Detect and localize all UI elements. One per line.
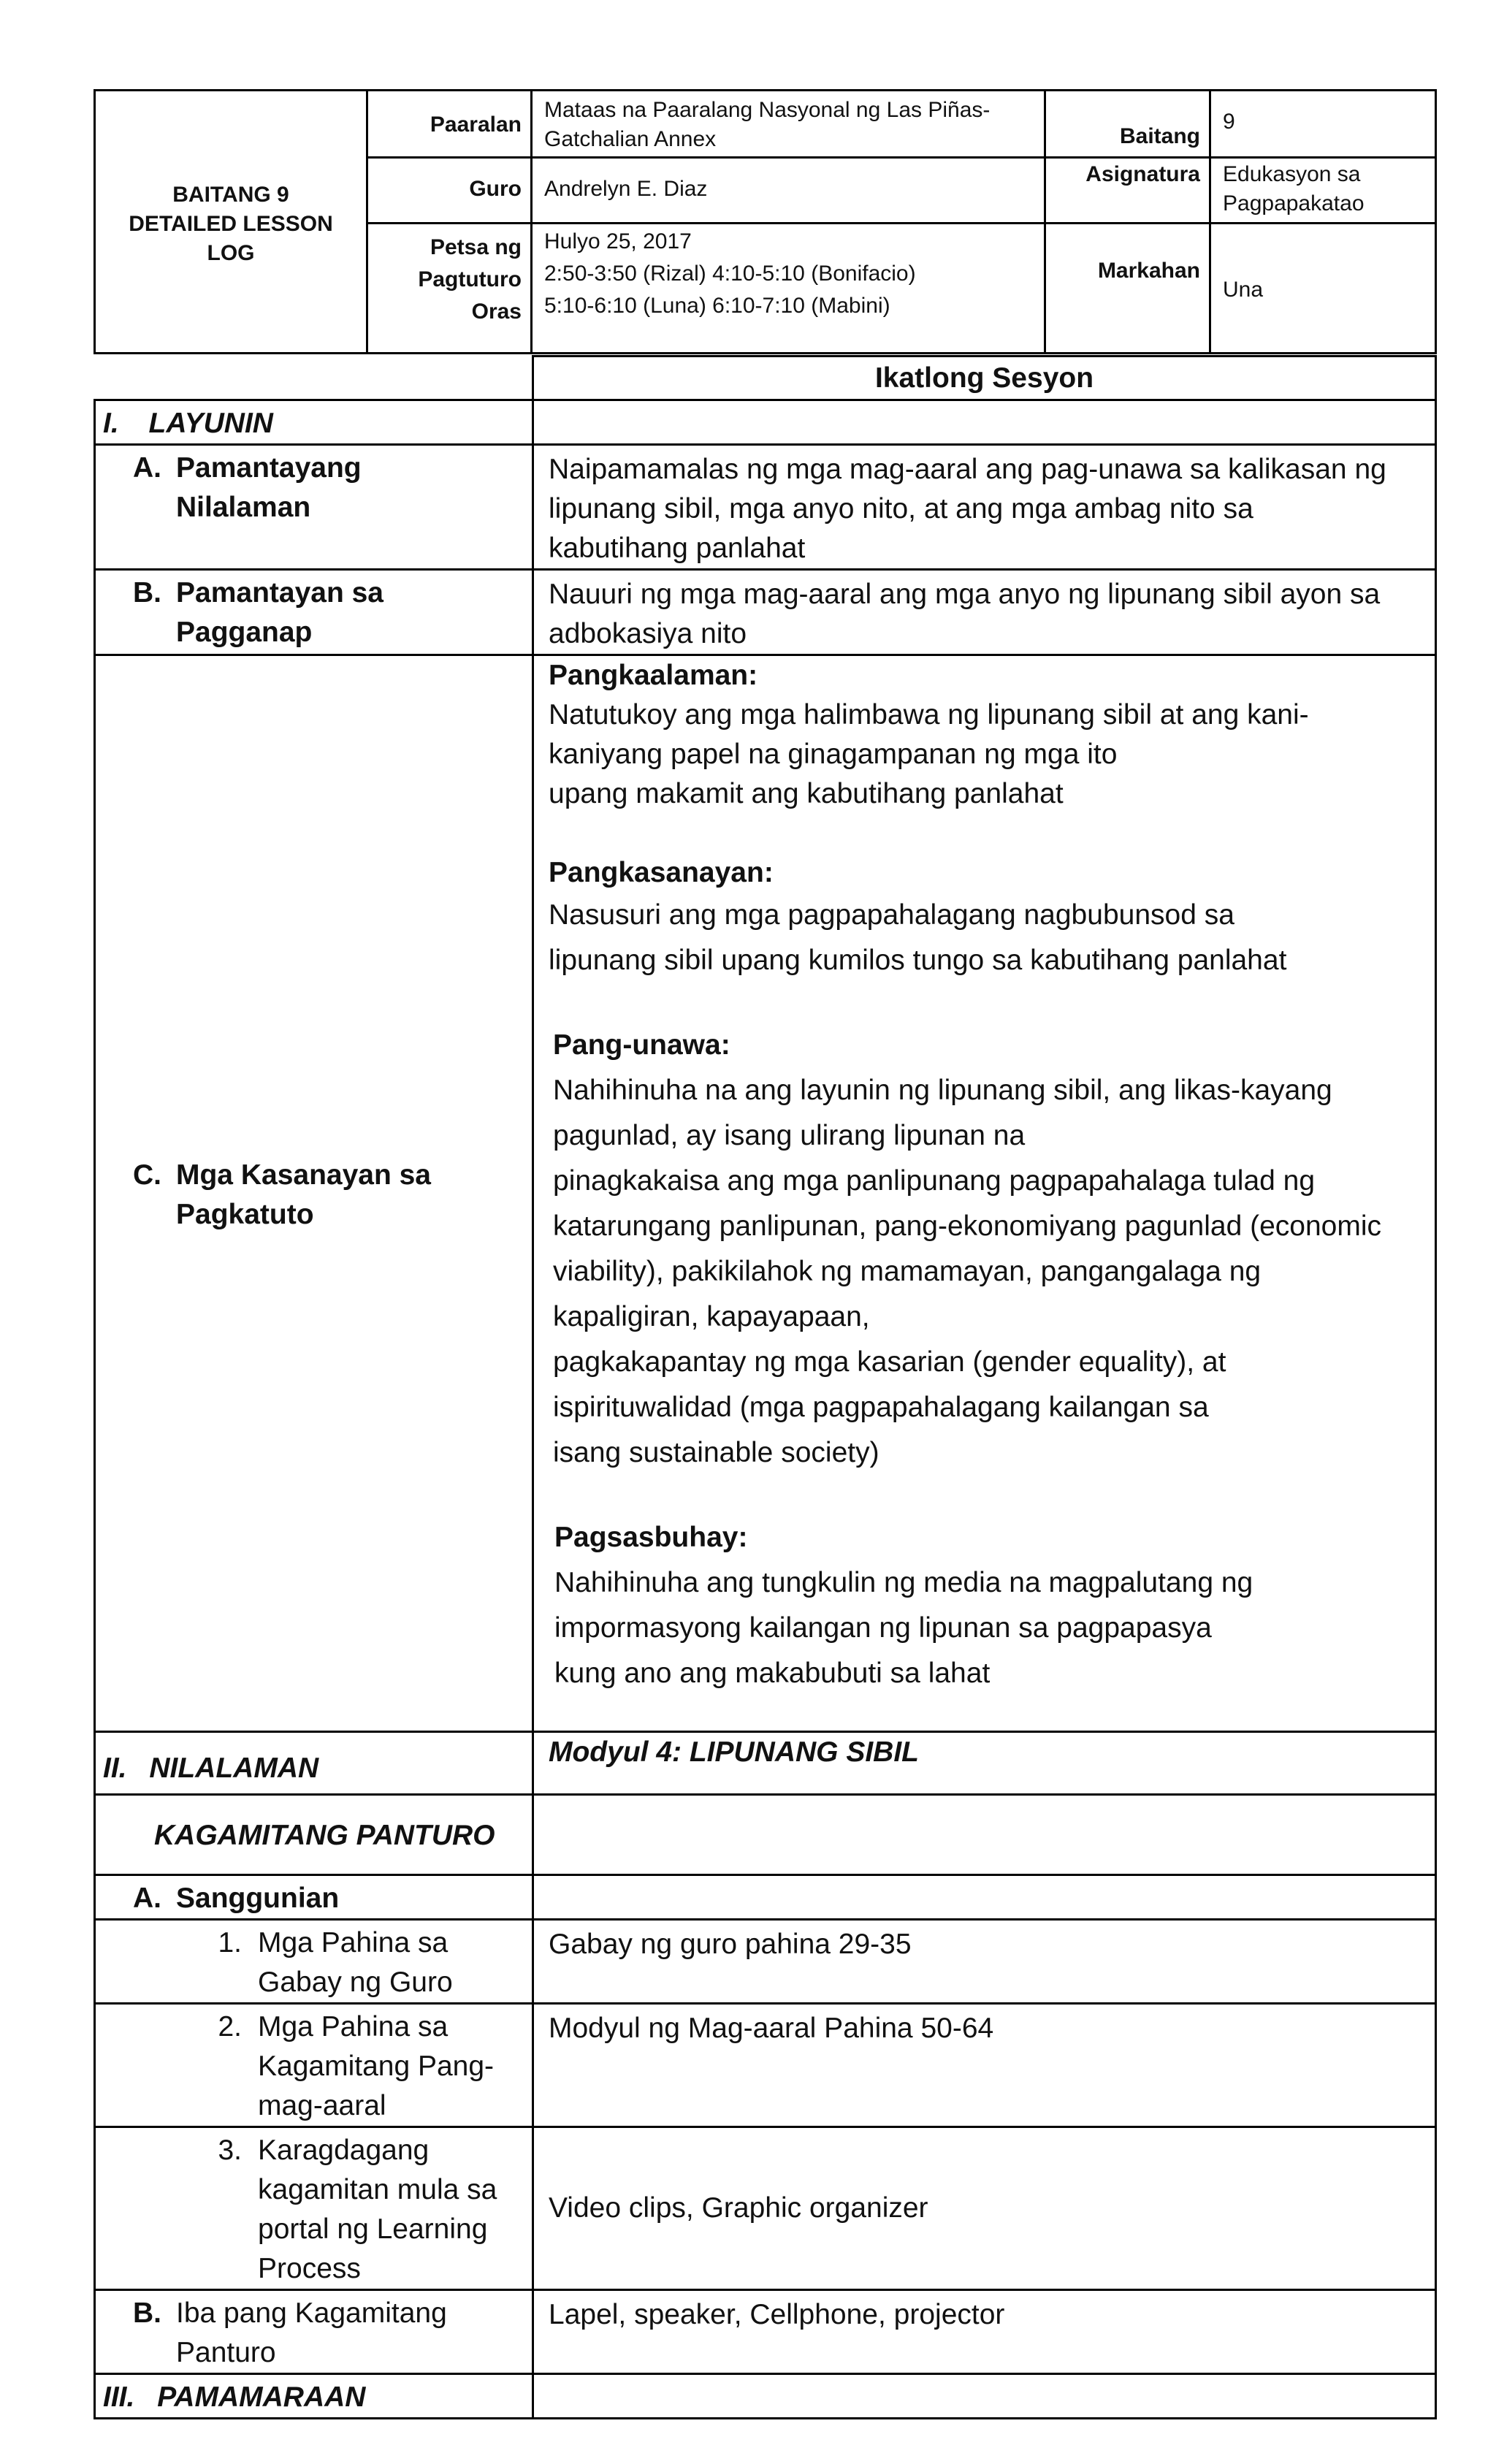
item-1-label: Mga Pahina sa Gabay ng Guro — [258, 1927, 453, 1998]
pangkaalaman-section — [549, 656, 1427, 814]
lesson-log-title-text: BAITANG 9 DETAILED LESSON LOG — [129, 182, 333, 265]
markahan-value: Una — [1210, 224, 1436, 354]
kasanayan-cell — [95, 655, 533, 1732]
guro-value: Andrelyn E. Diaz — [532, 158, 1045, 224]
item-2-num: 2. — [218, 2011, 242, 2042]
nilalaman-heading — [95, 1732, 533, 1795]
iba-pang-value: Lapel, speaker, Cellphone, projector — [533, 2290, 1436, 2374]
pagsasabuhay-text: Nahihinuha ang tungkulin ng media na magpalutang ng impormasyong kailangan ng lipunan sa pagpapasya kung ano ang makabubuti sa lahat — [554, 1567, 1253, 1689]
pamamaraan-heading — [95, 2374, 533, 2419]
item-1-num: 1. — [218, 1927, 242, 1958]
baitang-value: 9 — [1210, 91, 1436, 158]
modyul-title: Modyul 4: LIPUNANG SIBIL — [533, 1732, 1436, 1795]
lesson-log-title — [95, 91, 367, 354]
asignatura-label: Asignatura — [1045, 158, 1210, 224]
sanggunian-item-3 — [95, 2127, 533, 2290]
pamamaraan-heading-text: PAMAMARAAN — [157, 2381, 366, 2413]
pangkasanayan-section — [549, 853, 1427, 983]
pangkasanayan-text: Nasusuri ang mga pagpapahalagang nagbubunsod sa lipunang sibil upang kumilos tungo sa kabutihang panlahat — [549, 899, 1287, 976]
item-2-label: Mga Pahina sa Kagamitang Pang- mag-aaral — [258, 2011, 495, 2121]
asignatura-value: Edukasyon sa Pagpapakatao — [1210, 158, 1436, 224]
pangkaalaman-title: Pangkaalaman: — [549, 660, 758, 691]
pamantayang-nilalaman-text: Naipamamalas ng mga mag-aaral ang pag-unawa sa kalikasan ng lipunang sibil, mga anyo nito, at ang mga ambag nito sa kabutihang panlahat — [533, 445, 1436, 570]
petsa-value: Hulyo 25, 2017 2:50-3:50 (Rizal) 4:10-5:10 (Bonifacio) 5:10-6:10 (Luna) 6:10-7:10 (Mabini) — [532, 224, 1045, 354]
pamantayan-pagganap-label: Pamantayan sa Pagganap — [176, 577, 383, 648]
markahan-label: Markahan — [1045, 224, 1210, 354]
layunin-heading-text: LAYUNIN — [148, 408, 273, 439]
lesson-plan-table — [94, 355, 1437, 2419]
sanggunian-letter: A. — [133, 1883, 161, 1914]
item-c-letter: C. — [133, 1159, 161, 1191]
iba-pang-letter: B. — [133, 2297, 161, 2329]
nilalaman-heading-num: II. — [103, 1752, 127, 1784]
pang-unawa-text: Nahihinuha na ang layunin ng lipunang sibil, ang likas-kayang pagunlad, ay isang ulirang lipunan na pinagkakaisa ang mga panlipunang pagpapahalaga tulad ng katarungang panlipunan, pang-ekonomiyang pagunlad (economic viability), pakikilahok ng mamamayan, pangangalaga ng kapaligiran, kapayapaan, pagkakapantay ng mga kasarian (gender equality), at ispirituwalidad (mga pagpapahalagang kailangan sa isang sustainable society) — [553, 1075, 1381, 1468]
item-b-letter: B. — [133, 577, 161, 609]
pang-unawa-section — [549, 1023, 1427, 1476]
iba-pang-label: Iba pang Kagamitang Panturo — [176, 2297, 447, 2368]
item-2-value: Modyul ng Mag-aaral Pahina 50-64 — [533, 2004, 1436, 2127]
kagamitan-heading: KAGAMITANG PANTURO — [95, 1795, 533, 1875]
item-3-num: 3. — [218, 2135, 242, 2166]
sanggunian-cell — [95, 1875, 533, 1920]
pagsasabuhay-title: Pagsasbuhay: — [554, 1522, 748, 1553]
pamantayang-nilalaman-label: Pamantayang Nilalaman — [176, 452, 362, 523]
pangkaalaman-text: Natutukoy ang mga halimbawa ng lipunang sibil at ang kani- kaniyang papel na ginagampanan ng mga ito upang makamit ang kabutihang panlahat — [549, 699, 1309, 809]
layunin-heading-num: I. — [103, 408, 119, 439]
petsa-label: Petsa ng Pagtuturo Oras — [367, 224, 532, 354]
header-table — [94, 89, 1437, 354]
pamamaraan-heading-num: III. — [103, 2381, 135, 2413]
sanggunian-item-1 — [95, 1920, 533, 2004]
nilalaman-heading-text: NILALAMAN — [149, 1752, 319, 1784]
item-3-value: Video clips, Graphic organizer — [533, 2127, 1436, 2290]
pamantayan-pagganap-cell — [95, 570, 533, 655]
pangkasanayan-title: Pangkasanayan: — [549, 857, 774, 888]
sanggunian-item-2 — [95, 2004, 533, 2127]
kasanayan-label: Mga Kasanayan sa Pagkatuto — [176, 1159, 432, 1230]
baitang-label: Baitang — [1045, 91, 1210, 158]
sanggunian-label: Sanggunian — [176, 1883, 340, 1914]
pamantayang-nilalaman-cell — [95, 445, 533, 570]
pang-unawa-title: Pang-unawa: — [553, 1029, 730, 1061]
guro-label: Guro — [367, 158, 532, 224]
item-3-label: Karagdagang kagamitan mula sa portal ng Learning Process — [258, 2135, 497, 2284]
iba-pang-kagamitan-cell — [95, 2290, 533, 2374]
layunin-heading — [95, 400, 533, 445]
item-1-value: Gabay ng guro pahina 29-35 — [533, 1920, 1436, 2004]
paaralan-label: Paaralan — [367, 91, 532, 158]
kasanayan-content — [533, 655, 1436, 1732]
pamantayan-pagganap-text: Nauuri ng mga mag-aaral ang mga anyo ng lipunang sibil ayon sa adbokasiya nito — [533, 570, 1436, 655]
paaralan-value: Mataas na Paaralang Nasyonal ng Las Piñas- Gatchalian Annex — [532, 91, 1045, 158]
pagsasabuhay-section — [549, 1515, 1427, 1696]
session-title: Ikatlong Sesyon — [533, 356, 1436, 400]
item-a-letter: A. — [133, 452, 161, 484]
